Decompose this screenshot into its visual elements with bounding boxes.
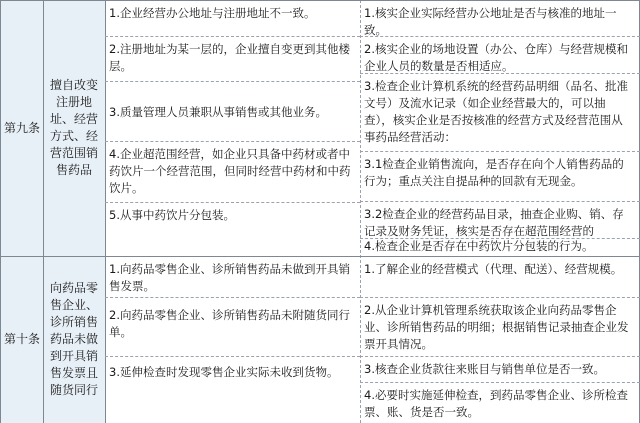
border-line [105,0,106,423]
border-line [360,151,640,152]
article-label: 第十条 [4,332,41,346]
border-line [360,36,640,37]
check-item: 3.2检查企业的经营药品目录，抽查企业购、销、存记录及财务凭证，核实是否存在超范围经营的 [360,201,640,238]
border-line [105,36,360,37]
border-line [105,81,360,82]
check-item: 4.必要时实施延伸检查，到药品零售企业、诊所检查票、账、货是否一致。 [360,382,640,423]
article-label: 第九条 [4,120,41,135]
border-line [105,297,360,298]
check-item: 1.核实企业实际经营办公地址是否与核准的地址一致。 [360,0,640,36]
problem-item: 5.从事中药饮片分包装。 [105,202,360,256]
topic-label: 擅自改变注册地址、经营方式、经营范围销售药品 [49,78,98,177]
check-item: 3.1检查企业销售流向，是否存在向个人销售药品的行为；重点关注自提品种的回款有无现金。 [360,151,640,201]
problem-item: 4.企业超范围经营，如企业只具备中药材或者中药饮片一个经营范围，但同时经营中药材和中药饮片。 [105,141,360,202]
border-line [360,297,640,298]
border-line [0,0,640,1]
topic-label: 向药品零售企业、诊所销售药品未做到开具销售发票且随货同行 [49,281,98,397]
border-line [0,0,1,423]
border-line [360,238,640,239]
border-line [360,0,361,423]
border-line [360,356,640,357]
problem-item: 2.向药品零售企业、诊所销售药品未附随货同行单。 [105,297,360,356]
article-cell [0,0,43,256]
border-line [43,0,44,423]
border-line [360,73,640,74]
problem-item: 3.延伸检查时发现零售企业实际未收到货物。 [105,356,360,423]
problem-item: 1.企业经营办公地址与注册地址不一致。 [105,0,360,36]
article-cell [0,256,43,423]
border-line [105,202,360,203]
check-item: 2.核实企业的场地设置（办公、仓库）与经营规模和企业人员的数量是否相适应。 [360,36,640,73]
check-item: 1.了解企业的经营模式（代理、配送）、经营规模。 [360,256,640,297]
border-line [105,141,360,142]
check-item: 2.从企业计算机管理系统获取该企业向药品零售企业、诊所销售药品的明细；根据销售记录抽查企业发票开具情况。 [360,297,640,356]
problem-item: 3.质量管理人员兼职从事销售或其他业务。 [105,81,360,141]
topic-cell [43,256,105,423]
border-line [105,356,360,357]
problem-item: 2.注册地址为某一层的，企业擅自变更到其他楼层。 [105,36,360,81]
problem-item: 1.向药品零售企业、诊所销售药品未做到开具销售发票。 [105,256,360,297]
border-line [360,201,640,202]
check-item: 4.检查企业是否存在中药饮片分包装的行为。 [360,238,640,256]
border-line [0,256,640,257]
topic-cell [43,0,105,256]
border-line [360,382,640,383]
check-item: 3.检查企业计算机系统的经营药品明细（品名、批准文号）及流水记录（如企业经营最大的，可以抽查），核实企业是否按核准的经营方式及经营范围从事药品经营活动： [360,73,640,151]
check-item: 3.核查企业货款往来账目与销售单位是否一致。 [360,356,640,382]
